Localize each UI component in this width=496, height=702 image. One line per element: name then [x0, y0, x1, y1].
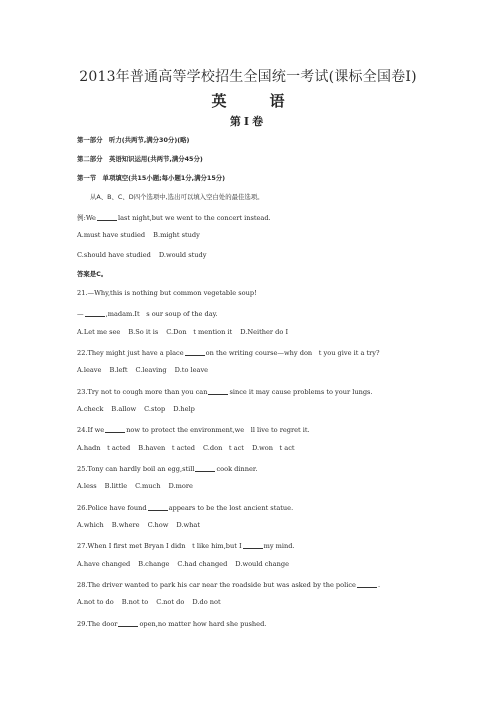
q26-before: 26.Police have found	[77, 504, 147, 512]
q23-after: since it may cause problems to your lungs.	[229, 388, 373, 396]
answer-blank	[148, 502, 168, 511]
option: D.Neither do I	[240, 328, 289, 336]
example-options-line2	[77, 251, 214, 260]
option: C.how	[147, 521, 169, 529]
q28-stem	[77, 579, 380, 590]
option: D.what	[176, 521, 200, 529]
option: C.should have studied	[77, 251, 151, 259]
example-answer: 答案是C。	[77, 270, 108, 278]
q25-stem	[77, 463, 257, 474]
q25-before: 25.Tony can hardly boil an egg,still	[77, 465, 195, 473]
q23-options	[77, 405, 203, 414]
q26-options	[77, 521, 208, 530]
option: A.leave	[77, 366, 102, 374]
option: A.check	[77, 405, 104, 413]
answer-blank	[105, 424, 125, 433]
part2-heading: 第二部分 英语知识运用(共两节,满分45分)	[77, 155, 203, 163]
answer-blank	[195, 463, 215, 472]
instruction-text: 从A、B、C、D四个选项中,选出可以填入空白处的最佳选项。	[90, 193, 264, 201]
q25-options	[77, 482, 201, 491]
q23-stem	[77, 386, 373, 397]
option: D.more	[168, 482, 193, 490]
answer-blank	[85, 308, 105, 317]
q24-before: 24.If we	[77, 426, 105, 434]
example-options-line1	[77, 231, 208, 240]
answer-blank	[97, 212, 117, 221]
q22-before: 22.They might just have a place	[77, 349, 184, 357]
q27-options	[77, 560, 297, 569]
q27-after: my mind.	[263, 542, 295, 550]
example-stem-after: last night,but we went to the concert instead.	[117, 214, 271, 222]
q21-options	[77, 328, 296, 337]
q24-after: now to protect the environment,we ll live to regret it.	[126, 426, 310, 434]
option: A.hadn t acted	[77, 444, 131, 452]
option: B.not to	[121, 598, 149, 606]
option: C.Don t mention it	[166, 328, 233, 336]
part1-heading: 第一部分 听力(共两节,满分30分)(略)	[77, 136, 190, 144]
option: C.leaving	[135, 366, 167, 374]
q29-before: 29.The door	[77, 620, 118, 628]
option: A.not to do	[77, 598, 114, 606]
q27-stem	[77, 540, 295, 551]
q27-before: 27.When I first met Bryan I didn t like him,but I	[77, 542, 242, 550]
q21-line2-text: ,madam.It s our soup of the day.	[105, 310, 218, 318]
section1-heading: 第一节 单项填空(共15小题;每小题1分,满分15分)	[77, 174, 226, 182]
q22-after: on the writing course—why don t you give it a try?	[205, 349, 380, 357]
option: D.help	[173, 405, 195, 413]
option: B.change	[138, 560, 170, 568]
option: A.have changed	[77, 560, 131, 568]
option: B.might study	[153, 231, 200, 239]
option: A.less	[77, 482, 97, 490]
option: C.not do	[156, 598, 185, 606]
q21-dash: —	[77, 310, 84, 318]
option: D.would change	[235, 560, 289, 568]
q21-line2	[77, 308, 218, 319]
q21-stem: 21.—Why,this is nothing but common vegetable soup!	[77, 289, 257, 297]
q22-stem	[77, 347, 380, 358]
option: C.don t act	[202, 444, 244, 452]
q28-before: 28.The driver wanted to park his car near the roadside but was asked by the police	[77, 581, 356, 589]
example-stem	[77, 212, 271, 223]
option: A.which	[77, 521, 104, 529]
option: B.little	[104, 482, 128, 490]
answer-blank	[185, 347, 205, 356]
option: D.to leave	[174, 366, 209, 374]
option: B.left	[109, 366, 128, 374]
option: B.where	[111, 521, 140, 529]
answer-blank	[208, 386, 228, 395]
option: B.haven t acted	[138, 444, 195, 452]
option: C.had changed	[177, 560, 228, 568]
q24-stem	[77, 424, 310, 435]
q28-after: .	[377, 581, 381, 589]
answer-blank	[118, 618, 138, 627]
q24-options	[77, 444, 303, 453]
volume-heading: 第Ⅰ卷	[229, 115, 267, 128]
option: A.Let me see	[77, 328, 121, 336]
example-stem-before: 例:We	[77, 214, 96, 222]
option: D.won t act	[251, 444, 295, 452]
exam-title: 2013年普通高等学校招生全国统一考试(课标全国卷Ⅰ)	[79, 69, 417, 85]
q25-after: cook dinner.	[216, 465, 258, 473]
q29-after: open,no matter how hard she pushed.	[139, 620, 267, 628]
option: C.much	[135, 482, 161, 490]
option: A.must have studied	[77, 231, 146, 239]
option: D.do not	[192, 598, 221, 606]
option: D.would study	[158, 251, 207, 259]
q23-before: 23.Try not to cough more than you can	[77, 388, 208, 396]
q28-options	[77, 598, 229, 607]
q26-after: appears to be the lost ancient statue.	[168, 504, 294, 512]
answer-blank	[243, 540, 263, 549]
answer-blank	[357, 579, 377, 588]
option: B.allow	[111, 405, 137, 413]
option: B.So it is	[128, 328, 159, 336]
q29-stem	[77, 618, 266, 629]
q26-stem	[77, 502, 293, 513]
option: C.stop	[144, 405, 166, 413]
subject-heading: 英 语	[211, 92, 299, 110]
q22-options	[77, 366, 216, 375]
